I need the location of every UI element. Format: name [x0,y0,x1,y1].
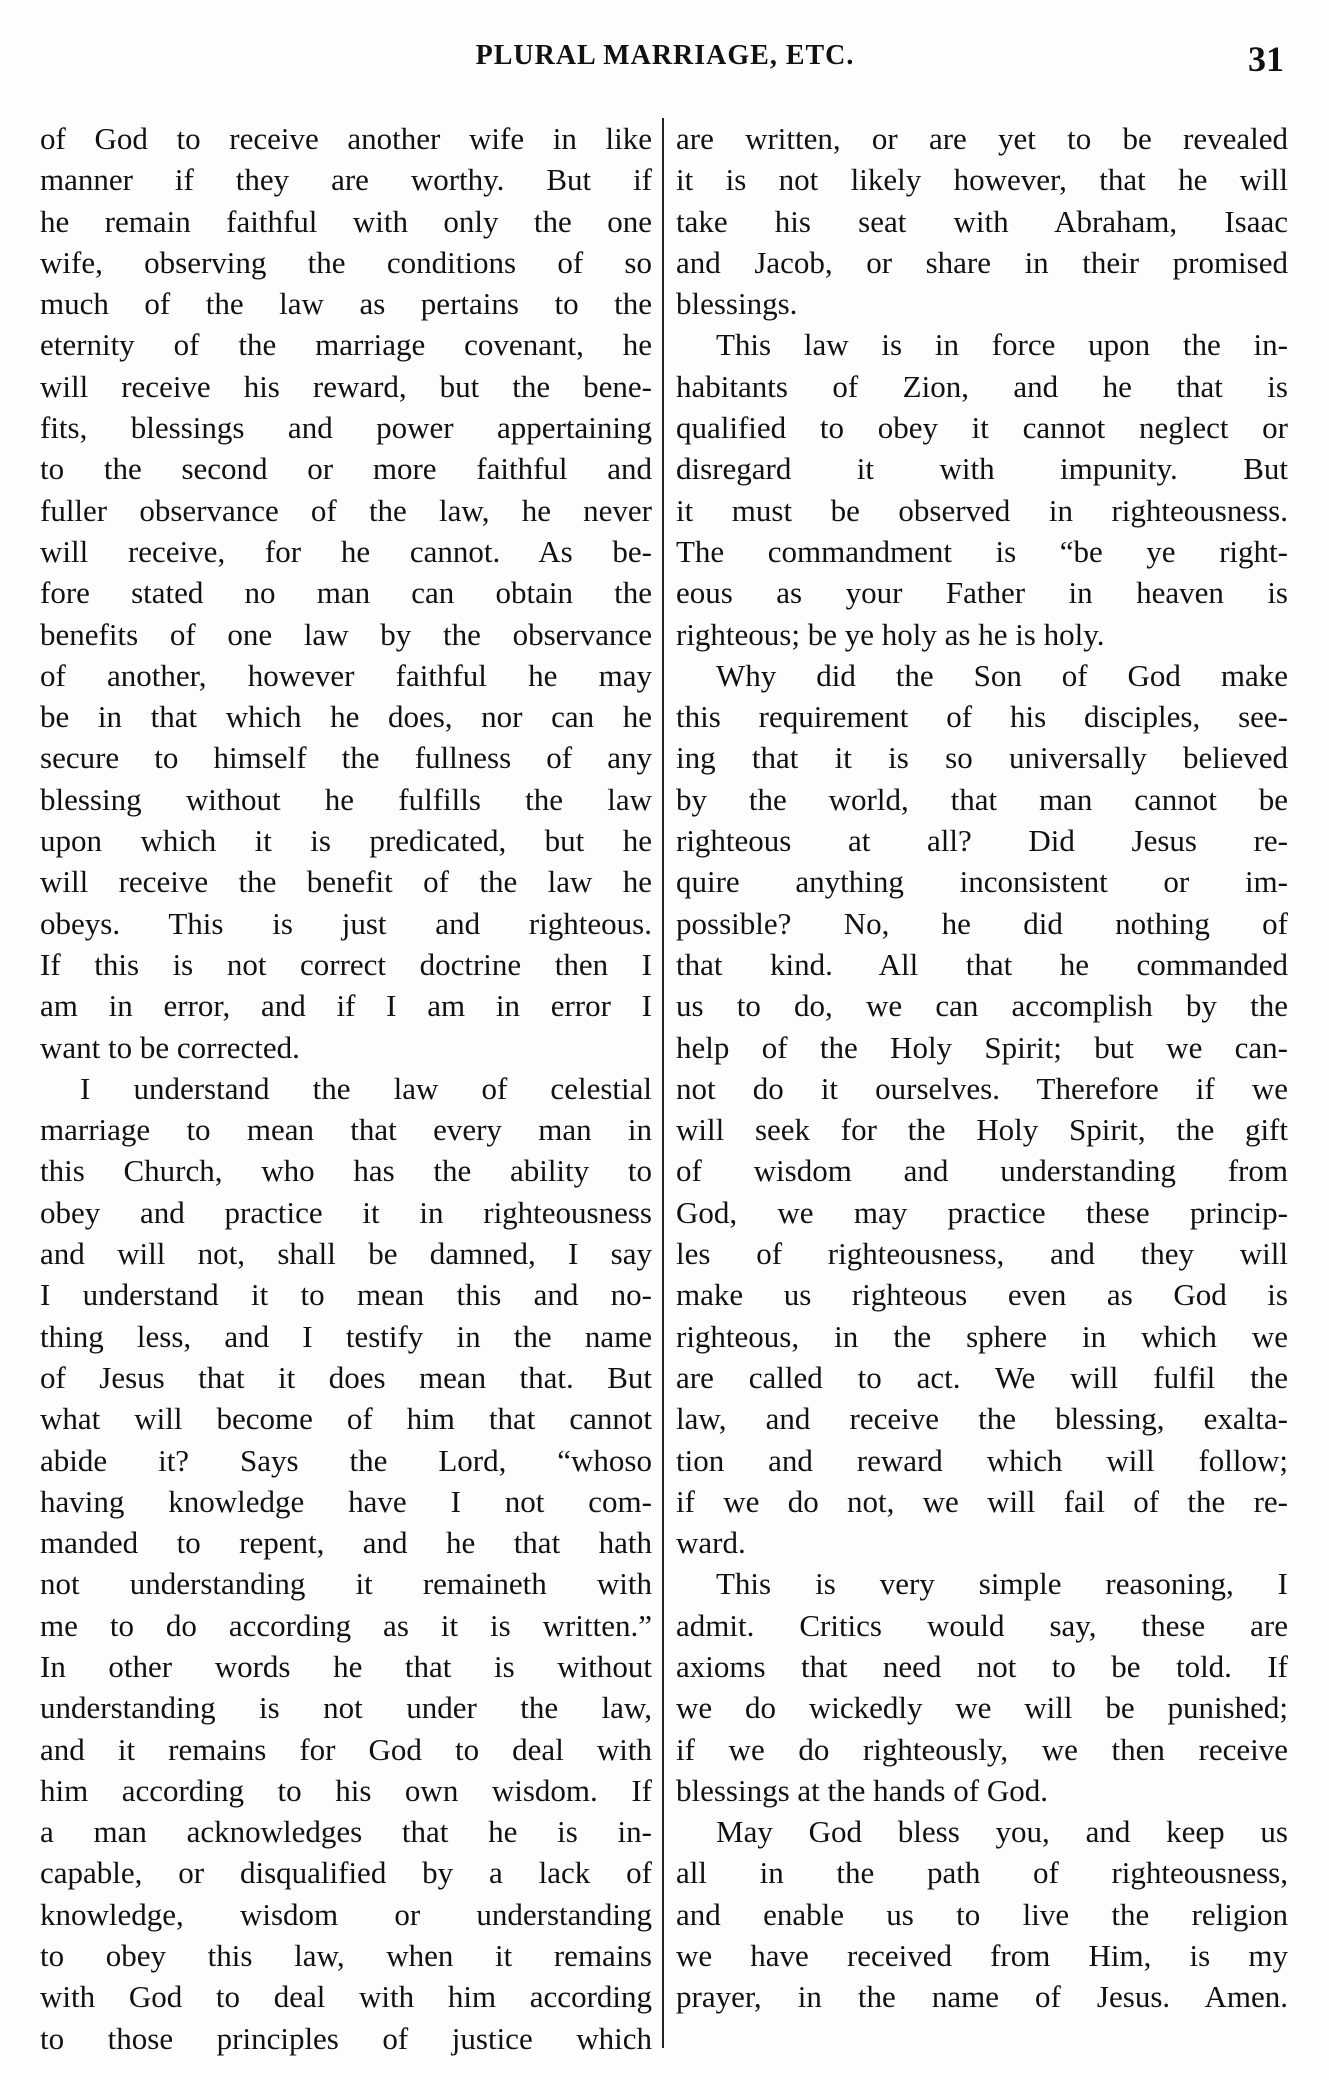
text-line: will receive his reward, but the bene- [40,368,652,404]
text-line: les of righteousness, and they will [676,1236,1288,1272]
text-line: May God bless you, and keep us [716,1814,1288,1850]
text-line: manded to repent, and he that hath [40,1525,652,1561]
text-line: be in that which he does, nor can he [40,699,652,735]
text-line: disregard it with impunity. But [676,451,1288,487]
text-line: of God to receive another wife in like [40,121,652,156]
text-line: it must be observed in righteousness. [676,492,1288,528]
text-line: him according to his own wisdom. If [40,1772,652,1808]
text-line: Why did the Son of God make [716,657,1288,693]
text-line: This is very simple reasoning, I [716,1566,1288,1602]
text-line: us to do, we can accomplish by the [676,988,1288,1024]
text-line: me to do according as it is written.” [40,1607,652,1643]
text-line: I understand it to mean this and no- [40,1277,652,1313]
text-line: if we do not, we will fail of the re- [676,1483,1288,1519]
text-line: fuller observance of the law, he never [40,492,652,528]
text-line: qualified to obey it cannot neglect or [676,410,1288,446]
text-line: possible? No, he did nothing of [676,905,1288,941]
text-line: and enable us to live the religion [676,1896,1288,1932]
text-line: that kind. All that he commanded [676,946,1288,982]
text-line: manner if they are worthy. But if [40,162,652,198]
text-line: we have received from Him, is my [676,1938,1288,1974]
text-line: law, and receive the blessing, exalta- [676,1401,1288,1437]
text-line: fore stated no man can obtain the [40,575,652,611]
text-line: ing that it is so universally believed [676,740,1288,776]
text-line: with God to deal with him according [40,1979,652,2015]
text-line: blessings. [676,286,798,322]
left-text-column [40,118,652,2056]
text-line: The commandment is “be ye right- [676,533,1288,569]
text-line: all in the path of righteousness, [676,1855,1288,1891]
text-line: obeys. This is just and righteous. [40,905,652,941]
text-line: this Church, who has the ability to [40,1153,652,1189]
text-line: and it remains for God to deal with [40,1731,652,1767]
text-line: In other words he that is without [40,1648,652,1684]
right-text-column [676,118,1288,2048]
text-line: having knowledge have I not com- [40,1483,652,1519]
text-line: I understand the law of celestial [80,1070,652,1106]
text-line: want to be corrected. [40,1029,300,1065]
text-line: ward. [676,1525,746,1561]
text-line: to those principles of justice which [40,2020,652,2056]
text-line: will seek for the Holy Spirit, the gift [676,1112,1288,1148]
column-divider [662,118,664,2048]
text-line: a man acknowledges that he is in- [40,1814,652,1850]
text-line: knowledge, wisdom or understanding [40,1896,652,1932]
text-line: of wisdom and understanding from [676,1153,1288,1189]
text-line: eous as your Father in heaven is [676,575,1288,611]
text-line: blessing without he fulfills the law [40,781,652,817]
text-line: blessings at the hands of God. [676,1772,1048,1808]
text-line: and Jacob, or share in their promised [676,244,1288,280]
text-line: not understanding it remaineth with [40,1566,652,1602]
text-line: prayer, in the name of Jesus. Amen. [676,1979,1288,2015]
running-title: PLURAL MARRIAGE, ETC. [475,40,855,71]
text-line: secure to himself the fullness of any [40,740,652,776]
text-line: not do it ourselves. Therefore if we [676,1070,1288,1106]
text-line: to obey this law, when it remains [40,1938,652,1974]
text-line: thing less, and I testify in the name [40,1318,652,1354]
text-line: marriage to mean that every man in [40,1112,652,1148]
text-line: am in error, and if I am in error I [40,988,652,1024]
text-line: he remain faithful with only the one [40,203,652,239]
text-line: will receive the benefit of the law he [40,864,652,900]
text-line: abide it? Says the Lord, “whoso [40,1442,652,1478]
text-line: God, we may practice these princip- [676,1194,1288,1230]
text-line: will receive, for he cannot. As be- [40,533,652,569]
text-line: this requirement of his disciples, see- [676,699,1288,735]
text-line: habitants of Zion, and he that is [676,368,1288,404]
text-line: of Jesus that it does mean that. But [40,1359,652,1395]
text-line: quire anything inconsistent or im- [676,864,1288,900]
text-line: eternity of the marriage covenant, he [40,327,652,363]
text-line: are called to act. We will fulfil the [676,1359,1288,1395]
text-line: upon which it is predicated, but he [40,823,652,859]
text-line: help of the Holy Spirit; but we can- [676,1029,1288,1065]
text-line: righteous at all? Did Jesus re- [676,823,1288,859]
text-line: righteous, in the sphere in which we [676,1318,1288,1354]
text-line: we do wickedly we will be punished; [676,1690,1288,1726]
text-line: much of the law as pertains to the [40,286,652,322]
text-line: take his seat with Abraham, Isaac [676,203,1288,239]
text-line: to the second or more faithful and [40,451,652,487]
text-line: benefits of one law by the observance [40,616,652,652]
text-line: righteous; be ye holy as he is holy. [676,616,1105,652]
page-number: 31 [1248,39,1284,79]
text-line: understanding is not under the law, [40,1690,652,1726]
text-line: by the world, that man cannot be [676,781,1288,817]
text-line: axioms that need not to be told. If [676,1648,1288,1684]
text-line: This law is in force upon the in- [716,327,1288,363]
text-line: and will not, shall be damned, I say [40,1236,652,1272]
text-line: capable, or disqualified by a lack of [40,1855,652,1891]
text-line: it is not likely however, that he will [676,162,1288,198]
text-line: admit. Critics would say, these are [676,1607,1288,1643]
running-header [40,38,1290,78]
text-line: are written, or are yet to be revealed [676,121,1288,156]
text-line: wife, observing the conditions of so [40,244,652,280]
text-line: if we do righteously, we then receive [676,1731,1288,1767]
text-line: of another, however faithful he may [40,657,652,693]
text-line: fits, blessings and power appertaining [40,410,652,446]
text-line: obey and practice it in righteousness [40,1194,652,1230]
text-line: If this is not correct doctrine then I [40,946,652,982]
text-line: what will become of him that cannot [40,1401,652,1437]
text-line: tion and reward which will follow; [676,1442,1288,1478]
text-line: make us righteous even as God is [676,1277,1288,1313]
